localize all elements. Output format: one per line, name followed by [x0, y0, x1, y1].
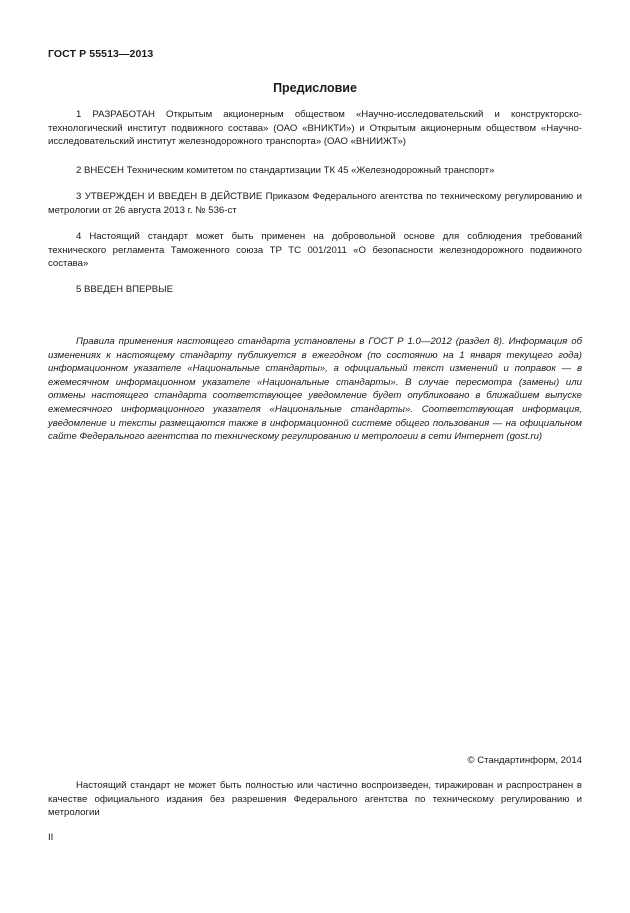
page-number: II [48, 832, 54, 843]
foreword-item-2: 2 ВНЕСЕН Техническим комитетом по стандартизации ТК 45 «Железнодорожный транспорт» [76, 165, 495, 176]
copyright-line: © Стандартинформ, 2014 [467, 755, 582, 766]
foreword-item-5: 5 ВВЕДЕН ВПЕРВЫЕ [76, 284, 174, 295]
foreword-item-1: 1 РАЗРАБОТАН Открытым акционерным обществом «Научно-исследовательский и конструкторско-технологический институт подвижного состава» (ОАО «ВНИКТИ») и Открытым акционерным обществом «Научно-исследовательский институт железнодорожного транспорта» (ОАО «ВНИИЖТ») [48, 109, 582, 148]
standard-designation: ГОСТ Р 55513—2013 [48, 48, 154, 60]
foreword-item-3: 3 УТВЕРЖДЕН И ВВЕДЕН В ДЕЙСТВИЕ Приказом Федерального агентства по техническому регулированию и метрологии от 26 августа 2013 г. № 536-ст [48, 191, 582, 216]
page-title: Предисловие [273, 81, 357, 95]
foreword-item-4: 4 Настоящий стандарт может быть применен на добровольной основе для соблюдения требований технического регламента Таможенного союза ТР ТС 001/2011 «О безопасности железнодорожного подвижного состава» [48, 231, 582, 270]
application-rules-note: Правила применения настоящего стандарта установлены в ГОСТ Р 1.0—2012 (раздел 8). Информация об изменениях к настоящему стандарту публикуется в ежегодном (по состоянию на 1 января текущего года) информационном указателе «Национальные стандарты», а официальный текст изменений и поправок — в ежемесячном информационном указателе «Национальные стандарты». В случае пересмотра (замены) или отмены настоящего стандарта соответствующее уведомление будет опубликовано в ближайшем выпуске ежемесячного информационного указателя «Национальные стандарты». Соответствующая информация, уведомление и тексты размещаются также в информационной системе общего пользования — на официальном сайте Федерального агентства по техническому регулированию и метрологии в сети Интернет (gost.ru) [48, 336, 582, 443]
reproduction-notice: Настоящий стандарт не может быть полностью или частично воспроизведен, тиражирован и распространен в качестве официального издания без разрешения Федерального агентства по техническому регулированию и метрологии [48, 780, 582, 819]
